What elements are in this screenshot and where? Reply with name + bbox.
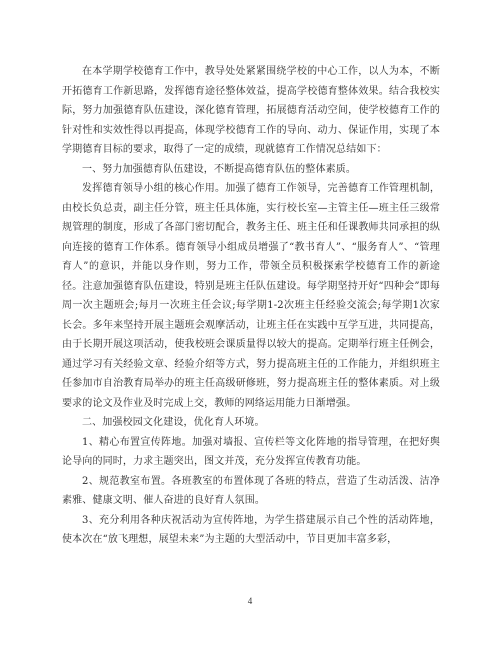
body-paragraph-team: 发挥德育领导小组的核心作用。加强了德育工作领导，完善德育工作管理机制，由校长负总责，副主任分管，班主任具体施，实行校长室—主管主任—班主任三级常规管理的制度，形成了各部门密切配合，教务主任、班主任和任课教师共同承担的纵向连接的德育工作体系。德育领导小组成员增强了“教书育人”、“服务育人”、“管理育人”的意识，并能以身作则，努力工作，带领全员积极探索学校德育工作的新途径。注意加强德育队伍建设，特别是班主任队伍建设。每学期坚持开好“四种会”即每周一次主题班会;每月一次班主任会议;每学期1-2次班主任经验交流会;每学期1次家长会。多年来坚持开展主题班会观摩活动，让班主任在实践中互学互进，共同提高，由于长期开展这项活动，使我校班会课质量得以较大的提高。定期举行班主任例会，通过学习有关经验文章、经验介绍等方式，努力提高班主任的工作能力，并组织班主任参加市自治教育局举办的班主任高级研修班，努力提高班主任的整体素质。对上级要求的论文及作业及时完成上交，教师的网络运用能力日渐增强。 bbox=[62, 183, 440, 409]
list-item-2: 2、规范教室布置。各班教室的布置体现了各班的特点，营造了生动活泼、洁净素雅、健康文明、催人奋进的良好育人氛围。 bbox=[62, 475, 440, 506]
intro-paragraph: 在本学期学校德育工作中，教导处处紧紧围绕学校的中心工作，以人为本，不断开拓德育工作新思路，发挥德育途径整体效益，提高学校德育整体效果。结合我校实际，努力加强德育队伍建设，深化德育管理，拓展德育活动空间，使学校德育工作的针对性和实效性得以再提高，体现学校德育工作的导向、动力、保证作用，实现了本学期德育目标的要求，取得了一定的成绩，现就德育工作情况总结如下： bbox=[62, 66, 440, 155]
page-body bbox=[62, 62, 440, 550]
section-heading-2: 二、加强校园文化建设，优化育人环境。 bbox=[82, 417, 265, 428]
section-heading-1: 一、努力加强德育队伍建设，不断提高德育队伍的整体素质。 bbox=[82, 163, 357, 175]
list-item-1: 1、精心布置宣传阵地。加强对墙报、宣传栏等文化阵地的指导管理，在把好舆论导向的同时，力求主题突出，图文并茂，充分发挥宣传教育功能。 bbox=[62, 436, 440, 467]
page-number: 4 bbox=[247, 596, 253, 606]
list-item-3: 3、充分利用各种庆祝活动为宣传阵地，为学生搭建展示自己个性的活动阵地，使本次在“放飞理想，展望未来”为主题的大型活动中，节目更加丰富多彩， bbox=[62, 514, 440, 545]
